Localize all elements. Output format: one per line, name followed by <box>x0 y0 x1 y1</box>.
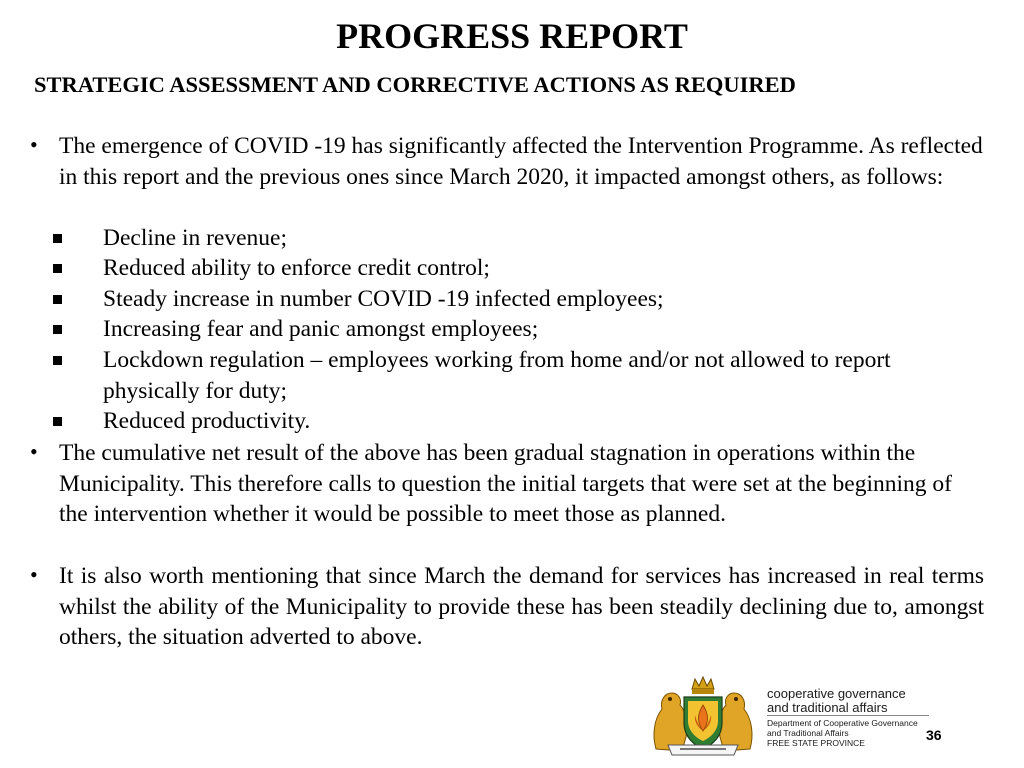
bullet-paragraph-3: It is also worth mentioning that since March the demand for services has increased in real terms whilst the ability of the Municipality to provide these has been steadily declining due to, amongst others, the situation adverted to above. <box>59 563 984 651</box>
sub-bullet-item: Lockdown regulation – employees working from home and/or not allowed to report physically for duty; <box>103 347 891 404</box>
bullet-dot-2: • <box>30 439 38 464</box>
square-bullet-icon <box>53 325 62 334</box>
sub-bullet-item: Reduced productivity. <box>103 408 311 434</box>
bullet-dot-1: • <box>30 132 38 157</box>
footer-divider <box>767 715 929 716</box>
sub-bullet-item: Decline in revenue; <box>103 225 287 251</box>
free-state-coat-of-arms-icon <box>648 675 758 759</box>
bullet-dot-3: • <box>30 562 38 587</box>
square-bullet-icon <box>53 356 62 365</box>
page-number: 36 <box>926 727 942 743</box>
bullet-paragraph-1: The emergence of COVID -19 has significantly affected the Intervention Programme. As reflected in this report and the previous ones since March 2020, it impacted amongst others, as follows: <box>59 133 983 190</box>
square-bullet-icon <box>53 234 62 243</box>
sub-bullet-item: Increasing fear and panic amongst employees; <box>103 316 539 342</box>
sub-bullet-item: Steady increase in number COVID -19 infected employees; <box>103 286 664 312</box>
department-full-name: Department of Cooperative Governance and Traditional Affairs FREE STATE PROVINCE <box>767 718 918 748</box>
square-bullet-icon <box>53 295 62 304</box>
page-title: PROGRESS REPORT <box>336 16 688 56</box>
department-short-name: cooperative governance and traditional affairs <box>767 686 906 715</box>
bullet-paragraph-2: The cumulative net result of the above has been gradual stagnation in operations within the Municipality. This therefore calls to question the initial targets that were set at the beginning of the intervention whether it would be possible to meet those as planned. <box>59 440 952 528</box>
section-subtitle: STRATEGIC ASSESSMENT AND CORRECTIVE ACTIONS AS REQUIRED <box>34 72 796 97</box>
square-bullet-icon <box>53 417 62 426</box>
sub-bullet-item: Reduced ability to enforce credit control; <box>103 255 490 281</box>
square-bullet-icon <box>53 264 62 273</box>
